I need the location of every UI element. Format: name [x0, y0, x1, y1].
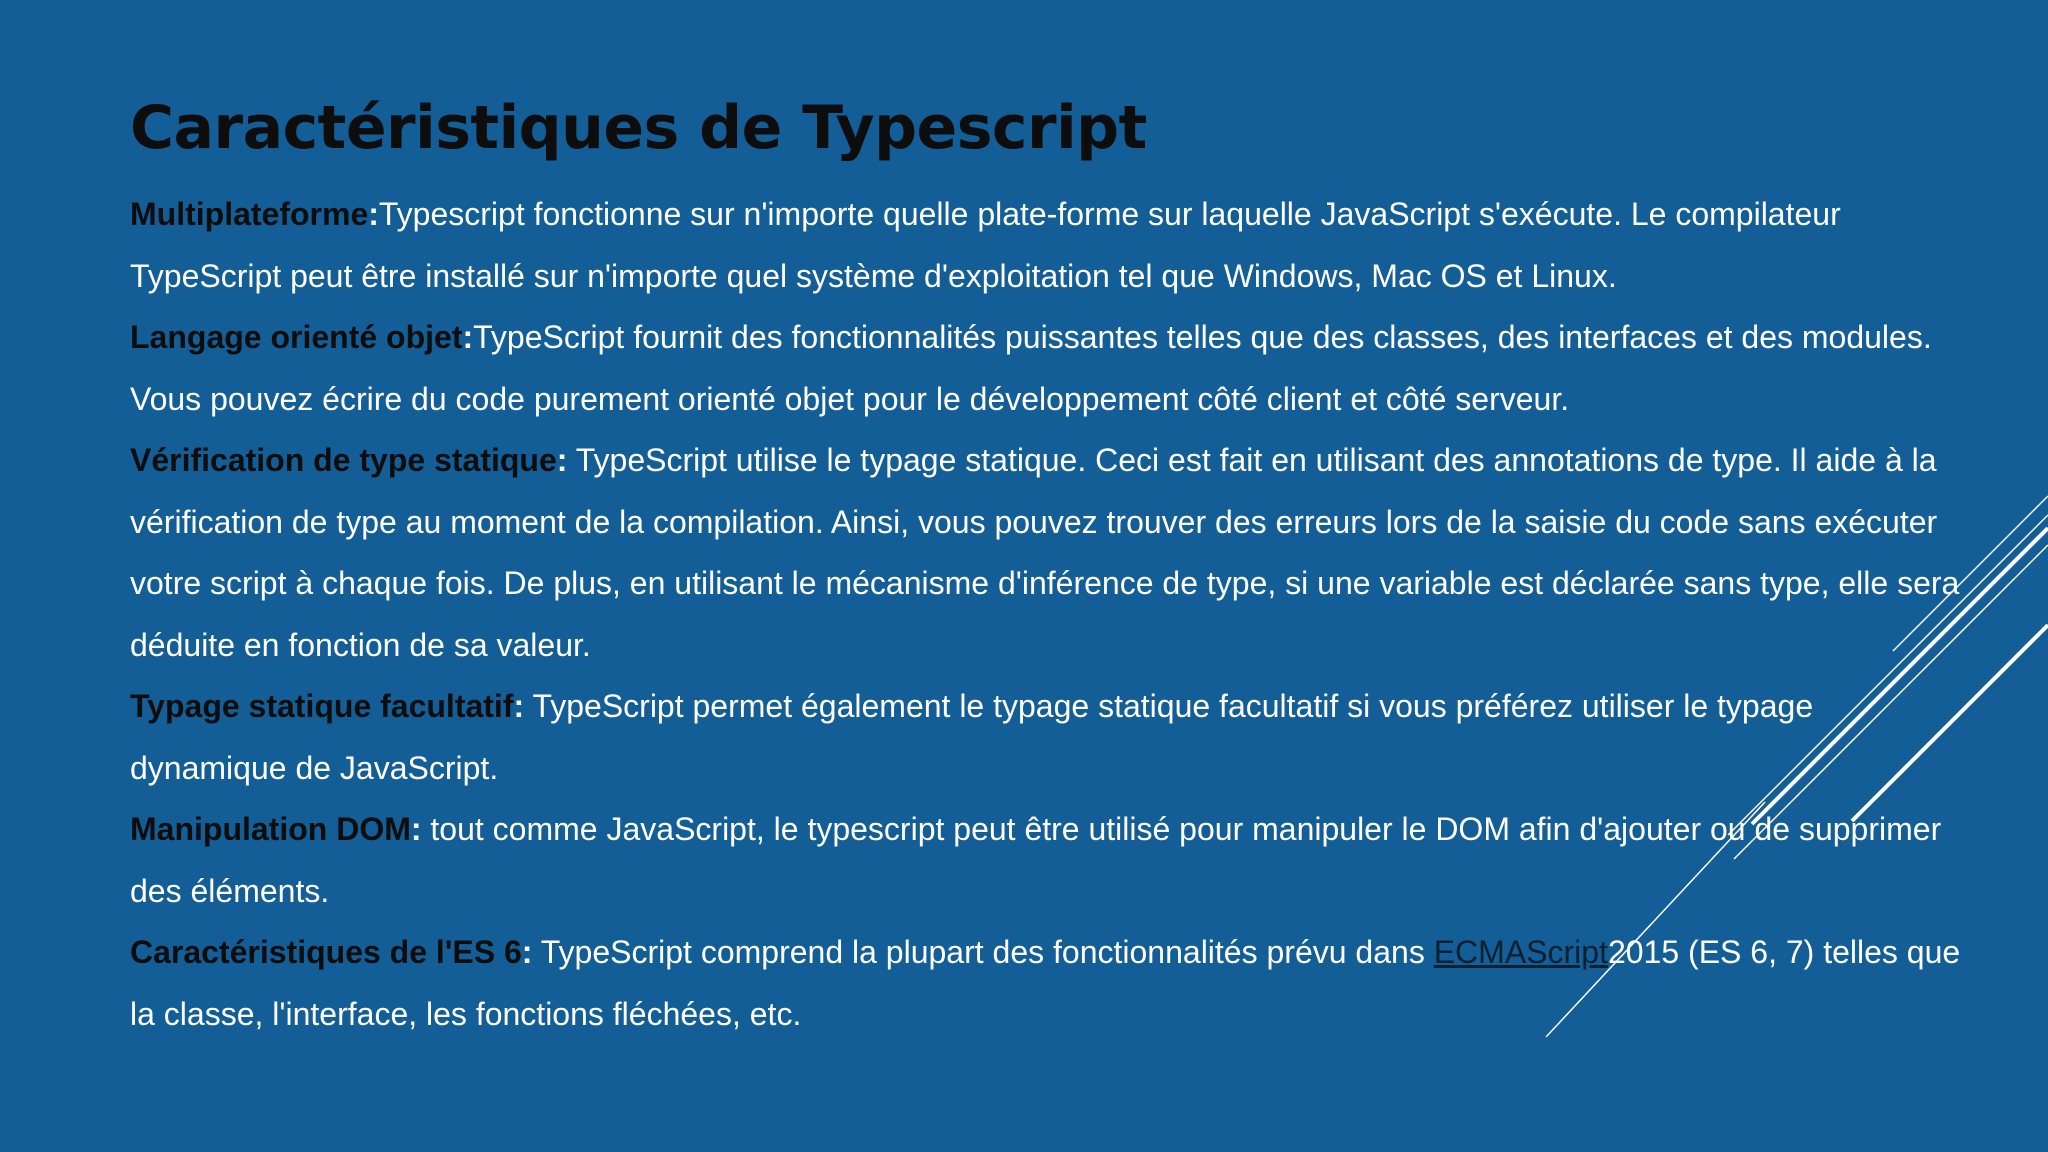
feature-description: TypeScript comprend la plupart des fonctionnalités prévu dans: [532, 934, 1434, 970]
feature-description: TypeScript permet également le typage statique facultatif si vous préférez utiliser le typage dynamique de JavaScript.: [130, 688, 1814, 786]
feature-separator: :: [410, 811, 422, 847]
feature-separator: :: [513, 688, 525, 724]
feature-term: Langage orienté objet: [130, 319, 463, 355]
feature-oriente-objet: [130, 307, 1970, 430]
feature-multiplateforme: [130, 184, 1970, 307]
feature-description: Typescript fonctionne sur n'importe quelle plate-forme sur laquelle JavaScript s'exécute. Le compilateur TypeScript peut être installé sur n'importe quel système d'exploitation tel que Windows, Mac OS et Linux.: [130, 196, 1841, 294]
feature-typage-facultatif: [130, 676, 1970, 799]
feature-separator: :: [556, 442, 568, 478]
feature-separator: :: [521, 934, 533, 970]
feature-term: Caractéristiques de l'ES 6: [130, 934, 522, 970]
feature-es6: [130, 922, 1970, 1045]
feature-description: tout comme JavaScript, le typescript peut être utilisé pour manipuler le DOM afin d'ajouter ou de supprimer des éléments.: [130, 811, 1942, 909]
feature-term: Multiplateforme: [130, 196, 369, 232]
feature-description: TypeScript utilise le typage statique. Ceci est fait en utilisant des annotations de type. Il aide à la vérification de type au moment de la compilation. Ainsi, vous pouvez trouver des erreurs lors de la saisie du code sans exécuter votre script à chaque fois. De plus, en utilisant le mécanisme d'inférence de type, si une variable est déclarée sans type, elle sera déduite en fonction de sa valeur.: [130, 442, 1960, 663]
feature-term: Manipulation DOM: [130, 811, 411, 847]
feature-term: Typage statique facultatif: [130, 688, 514, 724]
feature-term: Vérification de type statique: [130, 442, 557, 478]
feature-description: 2015 (ES 6, 7) telles que la classe, l'interface, les fonctions fléchées, etc.: [130, 934, 1961, 1032]
slide-title: Caractéristiques de Typescript: [130, 93, 1147, 163]
ecmascript-link[interactable]: ECMAScript: [1433, 934, 1608, 970]
feature-separator: :: [368, 196, 379, 232]
feature-list: [130, 184, 1970, 1045]
feature-manipulation-dom: [130, 799, 1970, 922]
feature-description: TypeScript fournit des fonctionnalités puissantes telles que des classes, des interfaces et des modules. Vous pouvez écrire du code purement orienté objet pour le développement côté client et côté serveur.: [130, 319, 1932, 417]
feature-verification-type: [130, 430, 1970, 676]
feature-separator: :: [462, 319, 474, 355]
